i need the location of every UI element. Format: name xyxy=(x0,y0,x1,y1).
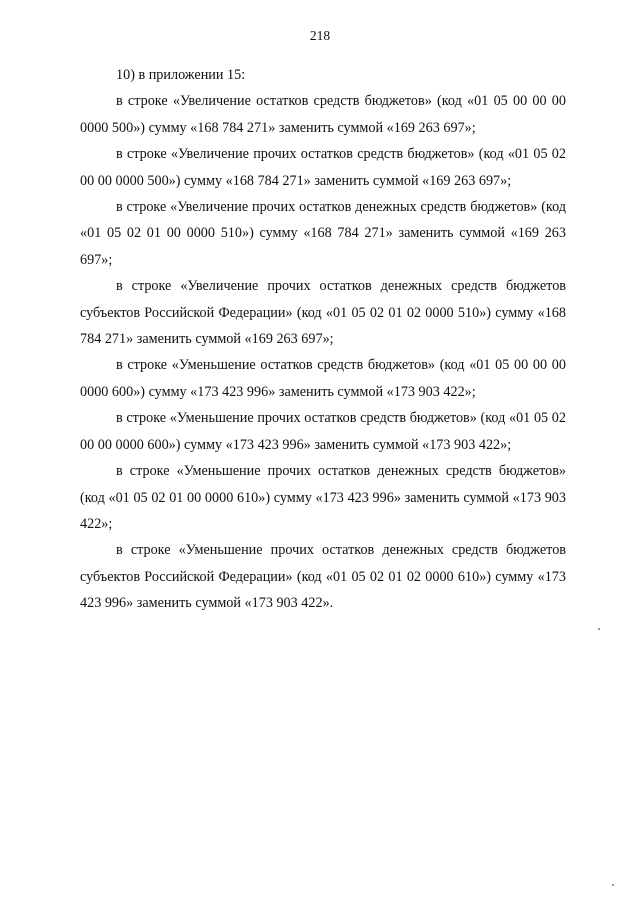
paragraph-8: в строке «Уменьшение прочих остатков денежных средств бюджетов субъектов Российской Федерации» (код «01 05 02 01 02 0000 610») сумму «173 423 996» заменить суммой «173 903 422». xyxy=(80,542,566,612)
paragraph-4: в строке «Увеличение прочих остатков денежных средств бюджетов субъектов Российской Федерации» (код «01 05 02 01 02 0000 510») сумму «168 784 271» заменить суммой «169 263 697»; xyxy=(80,278,566,348)
paragraph-1: в строке «Увеличение остатков средств бюджетов» (код «01 05 00 00 00 0000 500») сумму «168 784 271» заменить суммой «169 263 697»; xyxy=(80,93,566,136)
scan-speck xyxy=(612,884,614,886)
scan-speck xyxy=(598,628,600,630)
section-heading: 10) в приложении 15: xyxy=(116,67,246,83)
paragraph-5: в строке «Уменьшение остатков средств бюджетов» (код «01 05 00 00 00 0000 600») сумму «173 423 996» заменить суммой «173 903 422»; xyxy=(80,357,566,400)
paragraph-7: в строке «Уменьшение прочих остатков денежных средств бюджетов» (код «01 05 02 01 00 0000 610») сумму «173 423 996» заменить суммой «173 903 422»; xyxy=(80,463,566,532)
paragraph-3: в строке «Увеличение прочих остатков денежных средств бюджетов» (код «01 05 02 01 00 0000 510») сумму «168 784 271» заменить суммой «169 263 697»; xyxy=(80,199,566,268)
paragraph-2: в строке «Увеличение прочих остатков средств бюджетов» (код «01 05 02 00 00 0000 500») сумму «168 784 271» заменить суммой «169 263 697»; xyxy=(80,146,566,189)
document-body xyxy=(80,62,566,617)
page-number: 218 xyxy=(309,28,331,43)
paragraph-6: в строке «Уменьшение прочих остатков средств бюджетов» (код «01 05 02 00 00 0000 600») сумму «173 423 996» заменить суммой «173 903 422»; xyxy=(80,410,566,453)
